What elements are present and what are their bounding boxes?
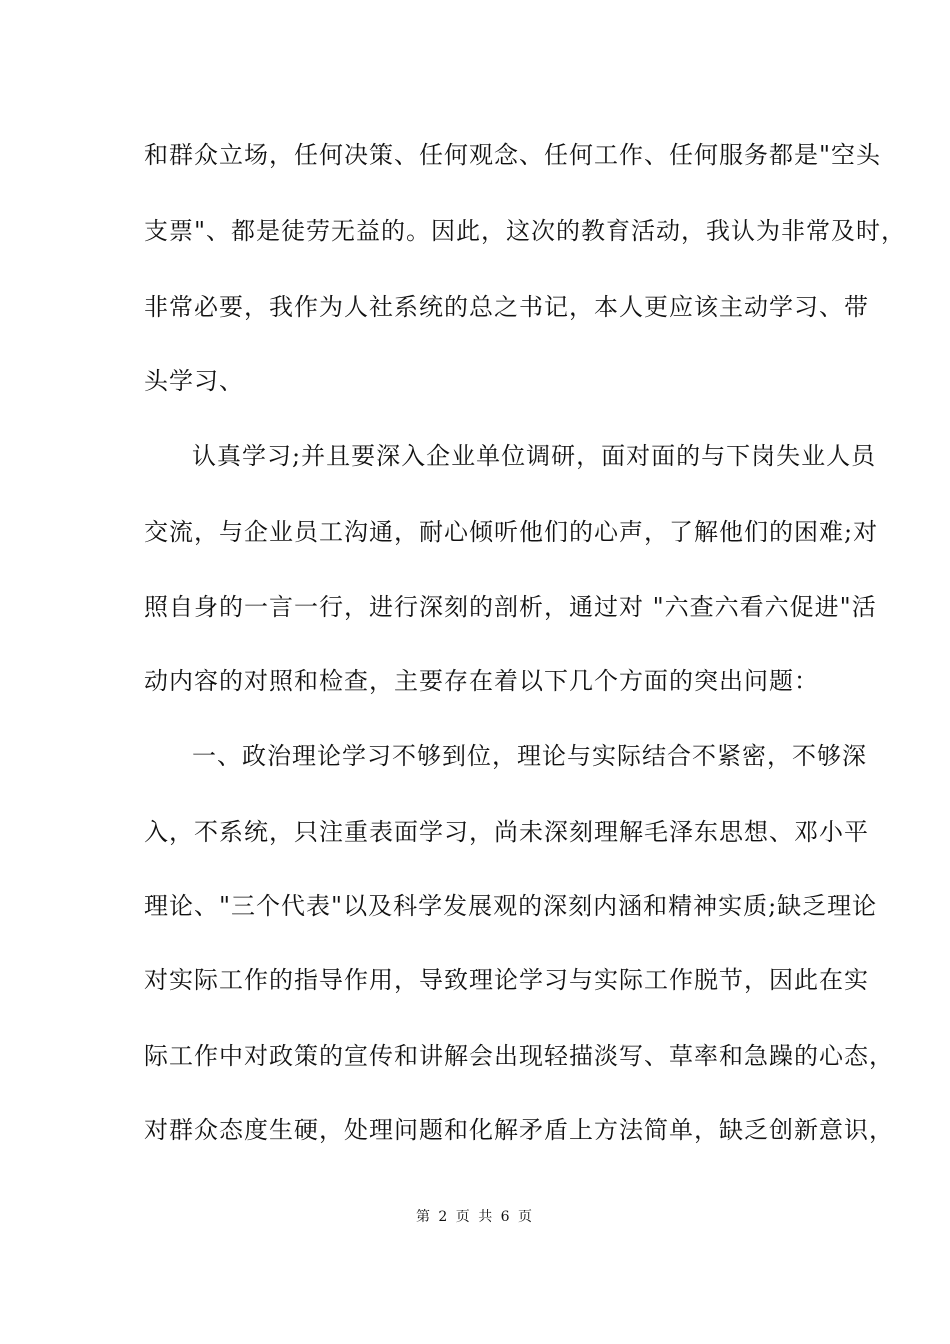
body-text-line: 交流，与企业员工沟通，耐心倾听他们的心声，了解他们的困难;对	[144, 518, 879, 546]
body-text-line: 对实际工作的指导作用，导致理论学习与实际工作脱节，因此在实	[144, 966, 869, 994]
body-text-line: 照自身的一言一行，进行深刻的剖析，通过对 "六查六看六促进"活	[144, 593, 877, 621]
body-text-line: 非常必要，我作为人社系统的总之书记，本人更应该主动学习、带	[144, 293, 869, 321]
paragraph-first-line: 认真学习;并且要深入企业单位调研，面对面的与下岗失业人员	[192, 442, 877, 470]
page-number-footer: 第 2 页 共 6 页	[415, 1209, 535, 1225]
body-text-line: 头学习、	[144, 367, 244, 395]
body-text-line: 支票"、都是徒劳无益的。因此，这次的教育活动，我认为非常及时，	[144, 217, 907, 245]
paragraph-first-line: 一、政治理论学习不够到位，理论与实际结合不紧密，不够深	[192, 742, 867, 770]
body-text-line: 际工作中对政策的宣传和讲解会出现轻描淡写、草率和急躁的心态，	[144, 1042, 894, 1070]
body-text-line: 和群众立场，任何决策、任何观念、任何工作、任何服务都是"空头	[144, 141, 882, 169]
body-text-line: 理论、"三个代表"以及科学发展观的深刻内涵和精神实质;缺乏理论	[144, 892, 878, 920]
body-text-line: 入，不系统，只注重表面学习，尚未深刻理解毛泽东思想、邓小平	[144, 818, 869, 846]
body-text-line: 对群众态度生硬，处理问题和化解矛盾上方法简单，缺乏创新意识，	[144, 1116, 894, 1144]
body-text-line: 动内容的对照和检查，主要存在着以下几个方面的突出问题：	[144, 667, 819, 695]
